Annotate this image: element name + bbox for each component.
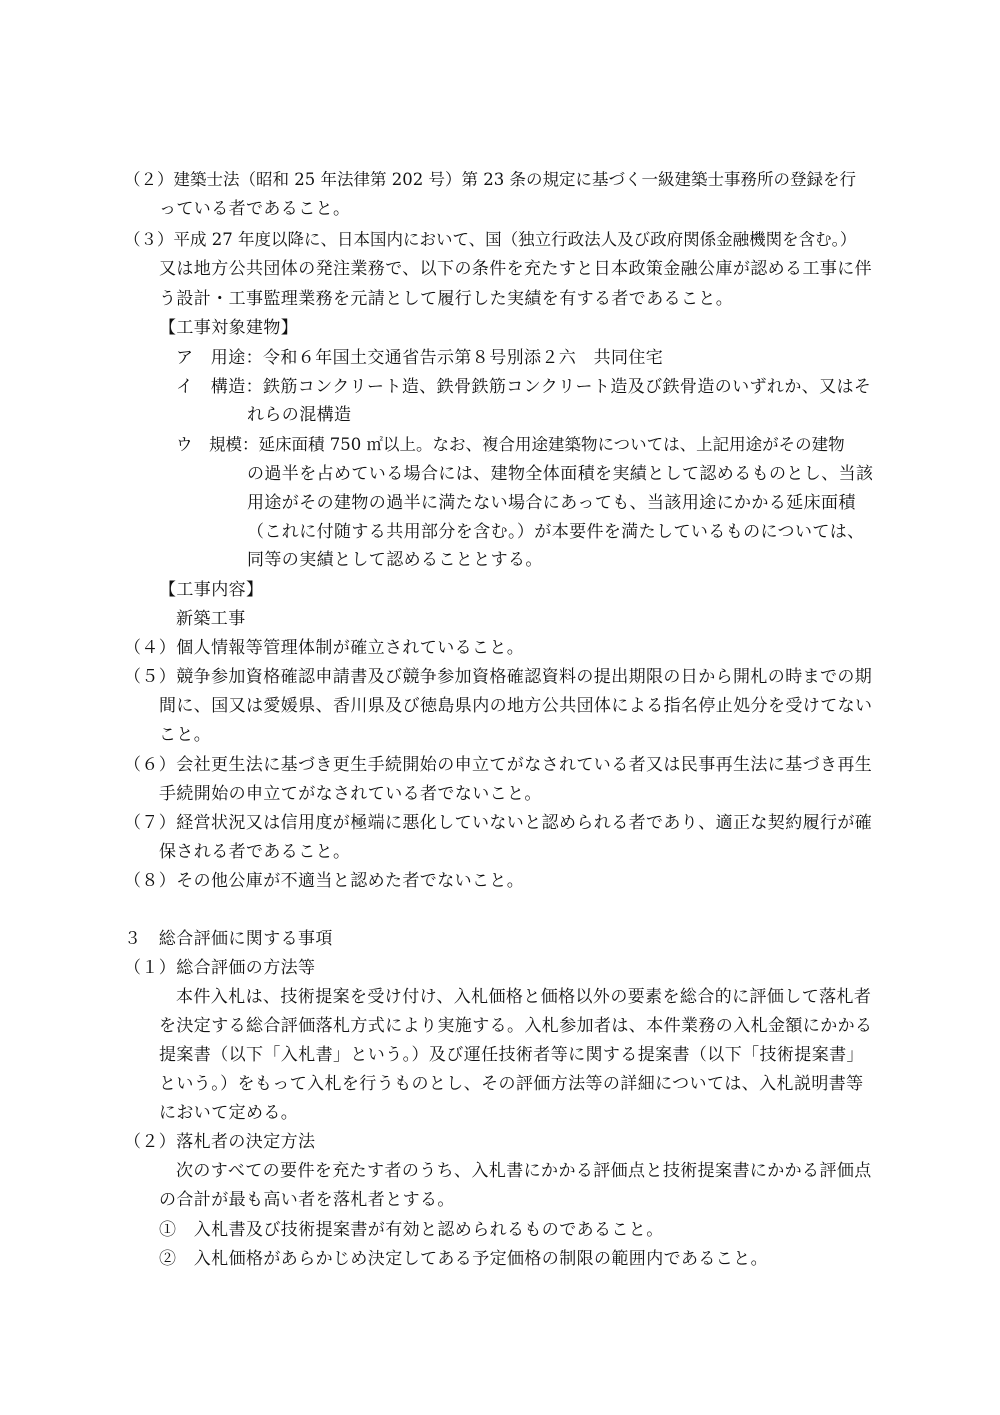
text-line: 又は地方公共団体の発注業務で、以下の条件を充たすと日本政策金融公庫が認める工事に伴 — [159, 259, 873, 279]
text-line: （７）経営状況又は信用度が極端に悪化していないと認められる者であり、適正な契約履行が確 — [124, 813, 873, 833]
text-line: ① 入札書及び技術提案書が有効と認められるものであること。 — [159, 1220, 664, 1240]
text-line: れらの混構造 — [247, 405, 352, 425]
text-line: の合計が最も高い者を落札者とする。 — [159, 1190, 455, 1210]
text-line: こと。 — [159, 725, 212, 745]
text-line: （１）総合評価の方法等 — [124, 958, 316, 978]
text-line: （４）個人情報等管理体制が確立されていること。 — [124, 638, 525, 658]
text-line: ア 用途：令和６年国土交通省告示第８号別添２六 共同住宅 — [176, 348, 664, 368]
text-line: 間に、国又は愛媛県、香川県及び徳島県内の地方公共団体による指名停止処分を受けてない — [159, 696, 873, 716]
text-line: （３）平成 27 年度以降に、日本国内において、国（独立行政法人及び政府関係金融機関を含む。） — [124, 230, 857, 249]
text-line: 【工事対象建物】 — [159, 318, 299, 338]
text-line: 提案書（以下「入札書」という。）及び運任技術者等に関する提案書（以下「技術提案書」 — [159, 1045, 864, 1065]
text-line: う設計・工事監理業務を元請として履行した実績を有する者であること。 — [159, 289, 734, 309]
text-line: （８）その他公庫が不適当と認めた者でないこと。 — [124, 871, 525, 891]
text-line: （２）建築士法（昭和 25 年法律第 202 号）第 23 条の規定に基づく一級建築士事務所の登録を行 — [124, 170, 856, 189]
text-line: イ 構造：鉄筋コンクリート造、鉄骨鉄筋コンクリート造及び鉄骨造のいずれか、又はそ — [176, 377, 872, 397]
text-line: ウ 規模：延床面積 750 ㎡以上。なお、複合用途建築物については、上記用途がその建物 — [176, 435, 845, 454]
text-line: （これに付随する共用部分を含む。）が本要件を満たしているものについては、 — [247, 522, 865, 542]
text-line: （６）会社更生法に基づき更生手続開始の申立てがなされている者又は民事再生法に基づき再生 — [124, 755, 873, 775]
text-line: （２）落札者の決定方法 — [124, 1132, 316, 1152]
text-line: 本件入札は、技術提案を受け付け、入札価格と価格以外の要素を総合的に評価して落札者 — [176, 987, 872, 1007]
text-line: 保される者であること。 — [159, 842, 351, 862]
text-line: 手続開始の申立てがなされている者でないこと。 — [159, 784, 542, 804]
text-line: 新築工事 — [176, 609, 246, 629]
text-line: っている者であること。 — [159, 199, 351, 219]
text-line: 同等の実績として認めることとする。 — [247, 550, 543, 570]
text-line: （５）競争参加資格確認申請書及び競争参加資格確認資料の提出期限の日から開札の時までの期 — [124, 667, 873, 687]
text-line: ② 入札価格があらかじめ決定してある予定価格の制限の範囲内であること。 — [159, 1249, 768, 1269]
text-line: という。）をもって入札を行うものとし、その評価方法等の詳細については、入札説明書等 — [159, 1074, 864, 1094]
text-line: において定める。 — [159, 1103, 299, 1123]
text-line: 【工事内容】 — [159, 580, 264, 600]
text-line: 次のすべての要件を充たす者のうち、入札書にかかる評価点と技術提案書にかかる評価点 — [176, 1161, 872, 1181]
section-heading: ３ 総合評価に関する事項 — [124, 929, 333, 949]
text-line: 用途がその建物の過半に満たない場合にあっても、当該用途にかかる延床面積 — [247, 493, 856, 513]
text-line: の過半を占めている場合には、建物全体面積を実績として認めるものとし、当該 — [247, 464, 874, 484]
text-line: を決定する総合評価落札方式により実施する。入札参加者は、本件業務の入札金額にかかる — [159, 1016, 873, 1036]
